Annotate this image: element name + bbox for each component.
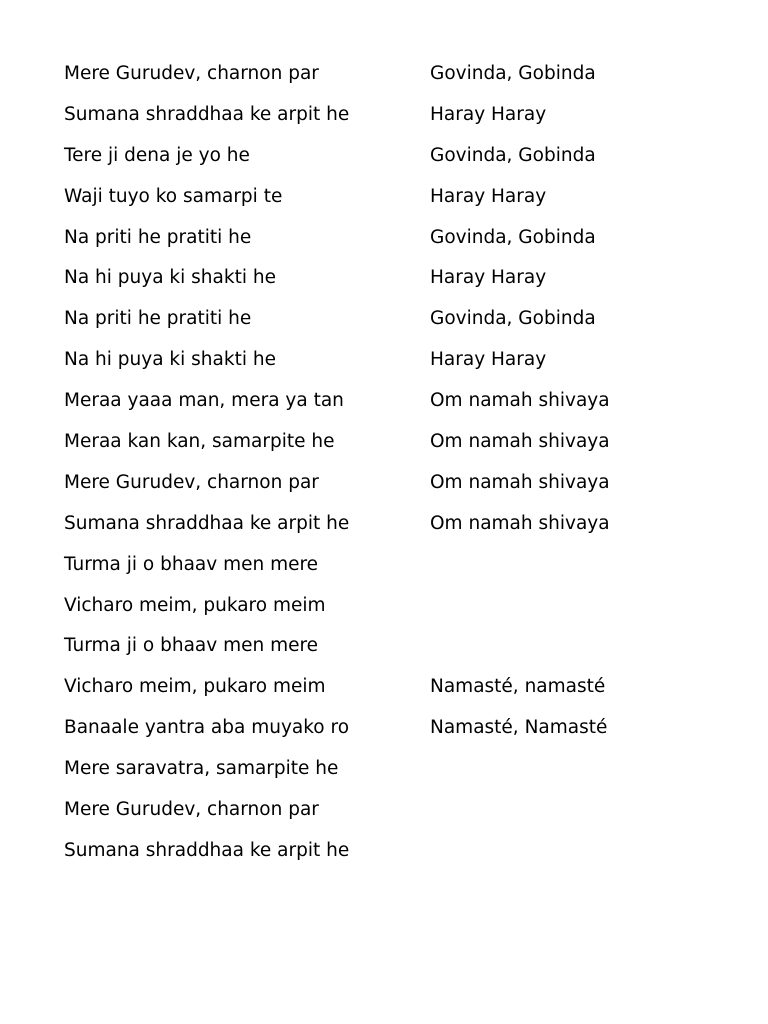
lyric-row [64, 748, 704, 789]
lyric-line: Vicharo meim, pukaro meim [64, 594, 326, 616]
lyric-line: Banaale yantra aba muyako ro [64, 717, 350, 739]
lyric-line: Sumana shraddhaa ke arpit he [64, 512, 350, 534]
refrain-line: Om namah shivaya [430, 471, 610, 493]
refrain-line: Haray Haray [430, 267, 547, 289]
refrain-line: Govinda, Gobinda [430, 144, 596, 166]
lyric-line: Mere Gurudev, charnon par [64, 62, 319, 84]
lyric-row [64, 544, 704, 585]
lyric-row [64, 462, 704, 503]
lyric-line: Meraa kan kan, samarpite he [64, 430, 335, 452]
lyric-row [64, 789, 704, 830]
lyric-line: Mere saravatra, samarpite he [64, 758, 339, 780]
lyric-line: Turma ji o bhaav men mere [64, 553, 319, 575]
lyric-line: Turma ji o bhaav men mere [64, 635, 319, 657]
lyric-row [64, 257, 704, 298]
lyric-line: Waji tuyo ko samarpi te [64, 185, 283, 207]
refrain-line: Haray Haray [430, 185, 547, 207]
lyric-row [64, 94, 704, 135]
lyric-line: Mere Gurudev, charnon par [64, 471, 319, 493]
refrain-line: Om namah shivaya [430, 430, 610, 452]
lyric-row [64, 625, 704, 666]
lyric-row [64, 830, 704, 871]
refrain-line: Govinda, Gobinda [430, 226, 596, 248]
lyric-row [64, 707, 704, 748]
lyric-line: Tere ji dena je yo he [64, 144, 250, 166]
lyric-row [64, 217, 704, 258]
lyric-line: Na priti he pratiti he [64, 308, 252, 330]
lyric-line: Na hi puya ki shakti he [64, 267, 276, 289]
lyric-row [64, 421, 704, 462]
lyric-line: Na priti he pratiti he [64, 226, 252, 248]
lyric-row [64, 298, 704, 339]
lyric-row [64, 339, 704, 380]
lyric-row [64, 53, 704, 94]
lyric-line: Meraa yaaa man, mera ya tan [64, 390, 344, 412]
lyric-line: Vicharo meim, pukaro meim [64, 676, 326, 698]
refrain-line: Om namah shivaya [430, 390, 610, 412]
lyric-row [64, 585, 704, 626]
lyrics-block [64, 53, 704, 871]
lyric-row [64, 135, 704, 176]
refrain-line: Haray Haray [430, 349, 547, 371]
refrain-line: Namasté, namasté [430, 676, 606, 698]
lyric-row [64, 503, 704, 544]
refrain-line: Haray Haray [430, 103, 547, 125]
lyric-line: Mere Gurudev, charnon par [64, 798, 319, 820]
lyric-row [64, 176, 704, 217]
refrain-line: Govinda, Gobinda [430, 62, 596, 84]
lyric-line: Na hi puya ki shakti he [64, 349, 276, 371]
lyric-row [64, 380, 704, 421]
lyric-line: Sumana shraddhaa ke arpit he [64, 839, 350, 861]
refrain-line: Govinda, Gobinda [430, 308, 596, 330]
refrain-line: Namasté, Namasté [430, 717, 608, 739]
lyric-line: Sumana shraddhaa ke arpit he [64, 103, 350, 125]
refrain-line: Om namah shivaya [430, 512, 610, 534]
lyric-row [64, 666, 704, 707]
